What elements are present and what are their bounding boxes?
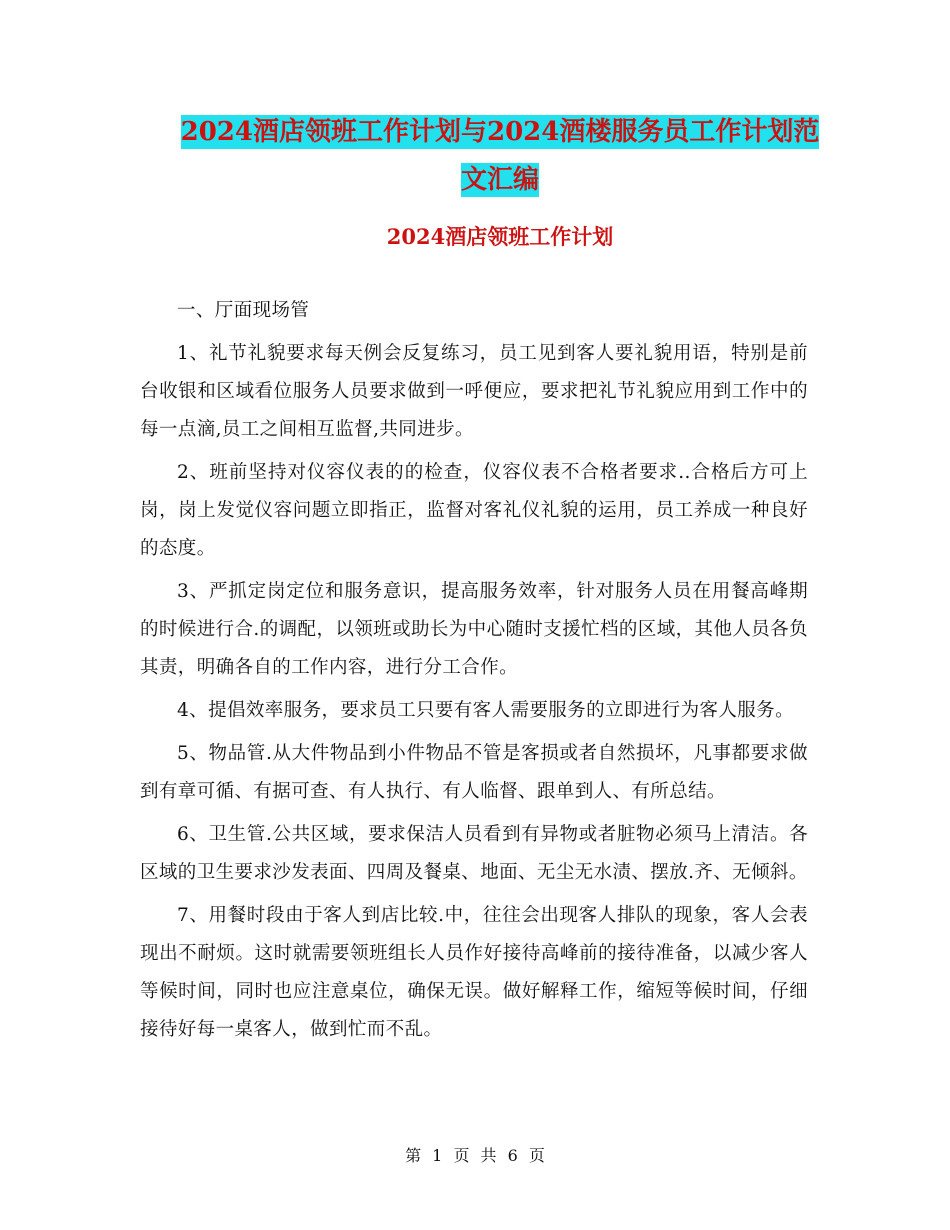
paragraph-item-2: 2、班前坚持对仪容仪表的的检查，仪容仪表不合格者要求..合格后方可上岗，岗上发觉仪容问题立即指正，监督对客礼仪礼貌的运用，员工养成一种良好的态度。 xyxy=(140,462,808,559)
section-title: 2024酒店领班工作计划 xyxy=(386,224,614,249)
document-title xyxy=(140,108,860,204)
document-title-line-2: 文汇编 xyxy=(460,165,539,195)
paragraph-item-6: 6、卫生管.公共区域，要求保洁人员看到有异物或者脏物必须马上清洁。各区域的卫生要求沙发表面、四周及餐桌、地面、无尘无水渍、摆放.齐、无倾斜。 xyxy=(140,824,808,883)
document-body xyxy=(140,292,808,1054)
paragraph-heading: 一、厅面现场管 xyxy=(177,300,310,321)
page-footer: 第 1 页 共 6 页 xyxy=(405,1146,545,1165)
paragraph-item-3: 3、严抓定岗定位和服务意识，提高服务效率，针对服务人员在用餐高峰期的时候进行合.的调配，以领班或助长为中心随时支援忙档的区域，其他人员各负其责，明确各自的工作内容，进行分工合作。 xyxy=(140,581,808,678)
paragraph-item-5: 5、物品管.从大件物品到小件物品不管是客损或者自然损坏，凡事都要求做到有章可循、有据可查、有人执行、有人临督、跟单到人、有所总结。 xyxy=(140,743,808,802)
document-title-line-1: 2024酒店领班工作计划与2024酒楼服务员工作计划范 xyxy=(180,117,820,147)
paragraph-item-7: 7、用餐时段由于客人到店比较.中，往往会出现客人排队的现象，客人会表现出不耐烦。这时就需要领班组长人员作好接待高峰前的接待准备，以减少客人等候时间，同时也应注意桌位，确保无误。做好解释工作，缩短等候时间，仔细接待好每一桌客人，做到忙而不乱。 xyxy=(140,905,808,1040)
paragraph-item-4: 4、提倡效率服务，要求员工只要有客人需要服务的立即进行为客人服务。 xyxy=(177,700,794,721)
paragraph-item-1: 1、礼节礼貌要求每天例会反复练习，员工见到客人要礼貌用语，特别是前台收银和区域看位服务人员要求做到一呼便应，要求把礼节礼貌应用到工作中的每一点滴,员工之间相互监督,共同进步。 xyxy=(140,343,808,440)
